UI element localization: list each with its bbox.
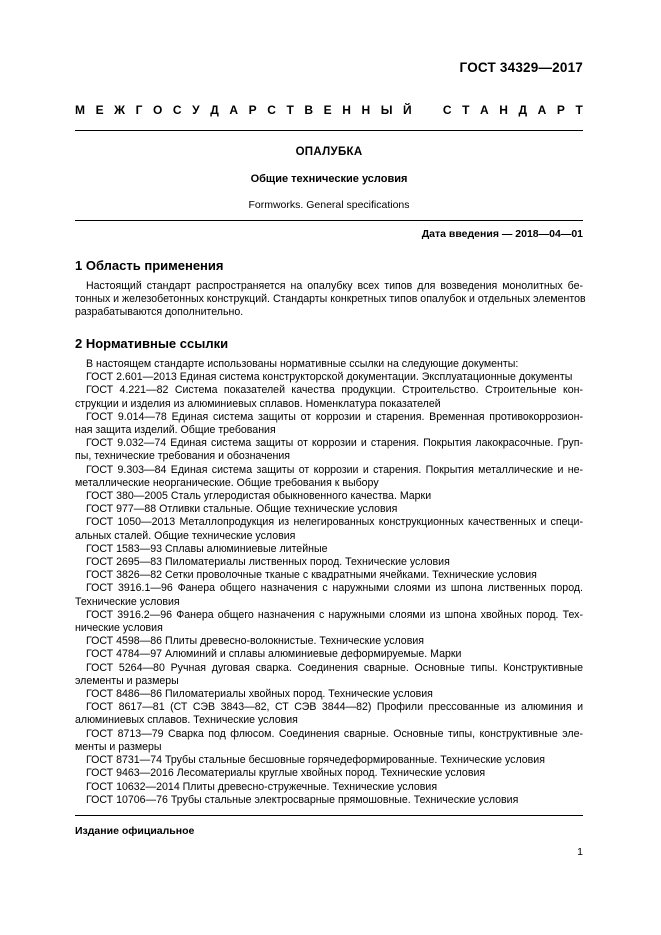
banner-letter: Г [135,103,143,117]
reference-line: ГОСТ 2.601—2013 Единая система конструкторской документации. Эксплуатационные документы [86,371,573,384]
reference-line: ГОСТ 9.303—84 Единая система защиты от коррозии и старения. Покрытия металлические и не- [86,463,583,476]
reference-line: ГОСТ 1050—2013 Металлопродукция из нелегированных конструкционных качественных и специ- [86,516,583,529]
official-edition-label: Издание официальное [75,825,195,837]
banner-letter: Д [518,103,528,117]
reference-line: ГОСТ 4598—86 Плиты древесно-волокнистые. Технические условия [86,635,424,648]
reference-item [75,648,583,661]
reference-line: ГОСТ 10632—2014 Плиты древесно-стружечные. Технические условия [86,780,438,793]
section-1-text [75,280,586,320]
normative-references-list [75,358,583,807]
banner-word-gap [422,103,432,117]
banner-letter: Д [210,103,219,117]
reference-line: ГОСТ 1583—93 Сплавы алюминиевые литейные [86,542,328,555]
reference-line: ГОСТ 9.014—78 Единая система защиты от коррозии и старения. Временная противокоррозион- [86,410,583,423]
section-1-line: тонных и железобетонных конструкций. Стандарты конкретных типов опалубок и отдельных элементов [75,293,586,306]
section-1-heading: 1 Область применения [75,258,224,273]
reference-item [75,437,583,463]
reference-line: ГОСТ 8617—81 (СТ СЭВ 3843—82, СТ СЭВ 3844—82) Профили прессованные из алюминия и [86,701,583,714]
banner-letter: У [192,103,200,117]
reference-item [75,490,583,503]
banner-letter: Т [575,103,583,117]
reference-item [75,503,583,516]
banner-letter: А [480,103,489,117]
reference-line: ГОСТ 4784—97 Алюминий и сплавы алюминиевые деформируемые. Марки [86,648,462,661]
banner-letter: Ж [114,103,126,117]
reference-item [75,556,583,569]
reference-line: ГОСТ 3826—82 Сетки проволочные тканые с квадратными ячейками. Технические условия [86,569,537,582]
banner-letter: А [537,103,547,117]
reference-item [75,754,583,767]
reference-item [75,384,583,410]
reference-item [75,569,583,582]
reference-line: ная защита изделий. Общие требования [75,424,276,437]
reference-item [75,609,583,635]
page-number: 1 [577,846,583,858]
interstate-standard-banner [75,103,583,117]
section-2-heading: 2 Нормативные ссылки [75,336,229,351]
reference-item [75,516,583,542]
references-intro: В настоящем стандарте использованы нормативные ссылки на следующие документы: [86,358,519,370]
reference-line: ГОСТ 9463—2016 Лесоматериалы круглые хвойных пород. Технические условия [86,767,486,780]
banner-letter: Р [556,103,565,117]
reference-line: ГОСТ 380—2005 Сталь углеродистая обыкновенного качества. Марки [86,490,432,503]
document-title: ОПАЛУБКА [295,146,363,158]
banner-letter: М [75,103,85,117]
reference-item [75,543,583,556]
reference-item [75,582,583,608]
reference-line: ГОСТ 4.221—82 Система показателей качества продукции. Строительство. Строительные кон- [86,384,583,397]
banner-letter: Р [248,103,257,117]
reference-item [75,662,583,688]
reference-line: ГОСТ 2695—83 Пиломатериалы лиственных пород. Технические условия [86,556,450,569]
banner-letter: Т [462,103,470,117]
title-divider [75,220,583,221]
reference-line: ГОСТ 8486—86 Пиломатериалы хвойных пород. Технические условия [86,688,433,701]
banner-letter: Ы [380,103,393,117]
banner-letter: О [153,103,163,117]
banner-letter: С [172,103,182,117]
reference-line: ГОСТ 3916.1—96 Фанера общего назначения с наружными слоями из шпона лиственных пород. [86,582,583,595]
footer-divider [75,815,583,816]
reference-item [75,635,583,648]
section-1-line: Настоящий стандарт распространяется на опалубку всех типов для возведения монолитных бе- [86,280,583,292]
reference-line: ГОСТ 3916.2—96 Фанера общего назначения с наружными слоями из шпона хвойных пород. Тех- [86,608,583,621]
banner-letter: Е [95,103,104,117]
reference-item [75,794,583,807]
banner-letter: Е [323,103,332,117]
reference-line: ГОСТ 8731—74 Трубы стальные бесшовные горячедеформированные. Технические условия [86,754,545,767]
section-1-line: разрабатываются дополнительно. [75,306,244,319]
reference-item [75,728,583,754]
reference-item [75,781,583,794]
banner-letter: В [304,103,314,117]
standard-code: ГОСТ 34329—2017 [459,60,583,75]
document-subtitle: Общие технические условия [250,173,408,185]
banner-letter: Т [286,103,294,117]
reference-line: ГОСТ 9.032—74 Единая система защиты от коррозии и старения. Покрытия лакокрасочные. Груп- [86,437,583,450]
banner-letter: Й [403,103,412,117]
reference-line: элементы и размеры [75,674,179,687]
banner-letter: Н [361,103,371,117]
reference-item [75,688,583,701]
reference-line: менты и размеры [75,740,162,753]
banner-letter: Н [342,103,351,117]
reference-line: Технические условия [75,595,180,608]
top-divider [75,130,583,131]
banner-letter: С [267,103,276,117]
reference-line: ГОСТ 8713—79 Сварка под флюсом. Соединения сварные. Основные типы, конструктивные эле- [86,727,583,740]
document-english-title: Formworks. General specifications [248,199,410,211]
reference-item [75,371,583,384]
reference-item [75,464,583,490]
reference-line: ГОСТ 977—88 Отливки стальные. Общие технические условия [86,503,398,516]
reference-item [75,767,583,780]
reference-item [75,701,583,727]
banner-letter: С [442,103,452,117]
banner-letter: Н [499,103,508,117]
reference-line: ГОСТ 10706—76 Трубы стальные электросварные прямошовные. Технические условия [86,793,519,806]
banner-letter: А [229,103,239,117]
reference-line: струкции и изделия из алюминиевых сплавов. Номенклатура показателей [75,397,441,410]
reference-line: пы, технические требования и обозначения [75,450,290,463]
reference-line: альных сталей. Общие технические условия [75,529,296,542]
introduction-date: Дата введения — 2018—04—01 [421,228,583,240]
reference-line: нические условия [75,622,163,635]
reference-item [75,411,583,437]
reference-line: металлические неорганические. Общие требования к выбору [75,476,379,489]
reference-line: ГОСТ 5264—80 Ручная дуговая сварка. Соединения сварные. Основные типы. Конструктивные [86,661,583,674]
reference-line: алюминиевых сплавов. Технические условия [75,714,298,727]
